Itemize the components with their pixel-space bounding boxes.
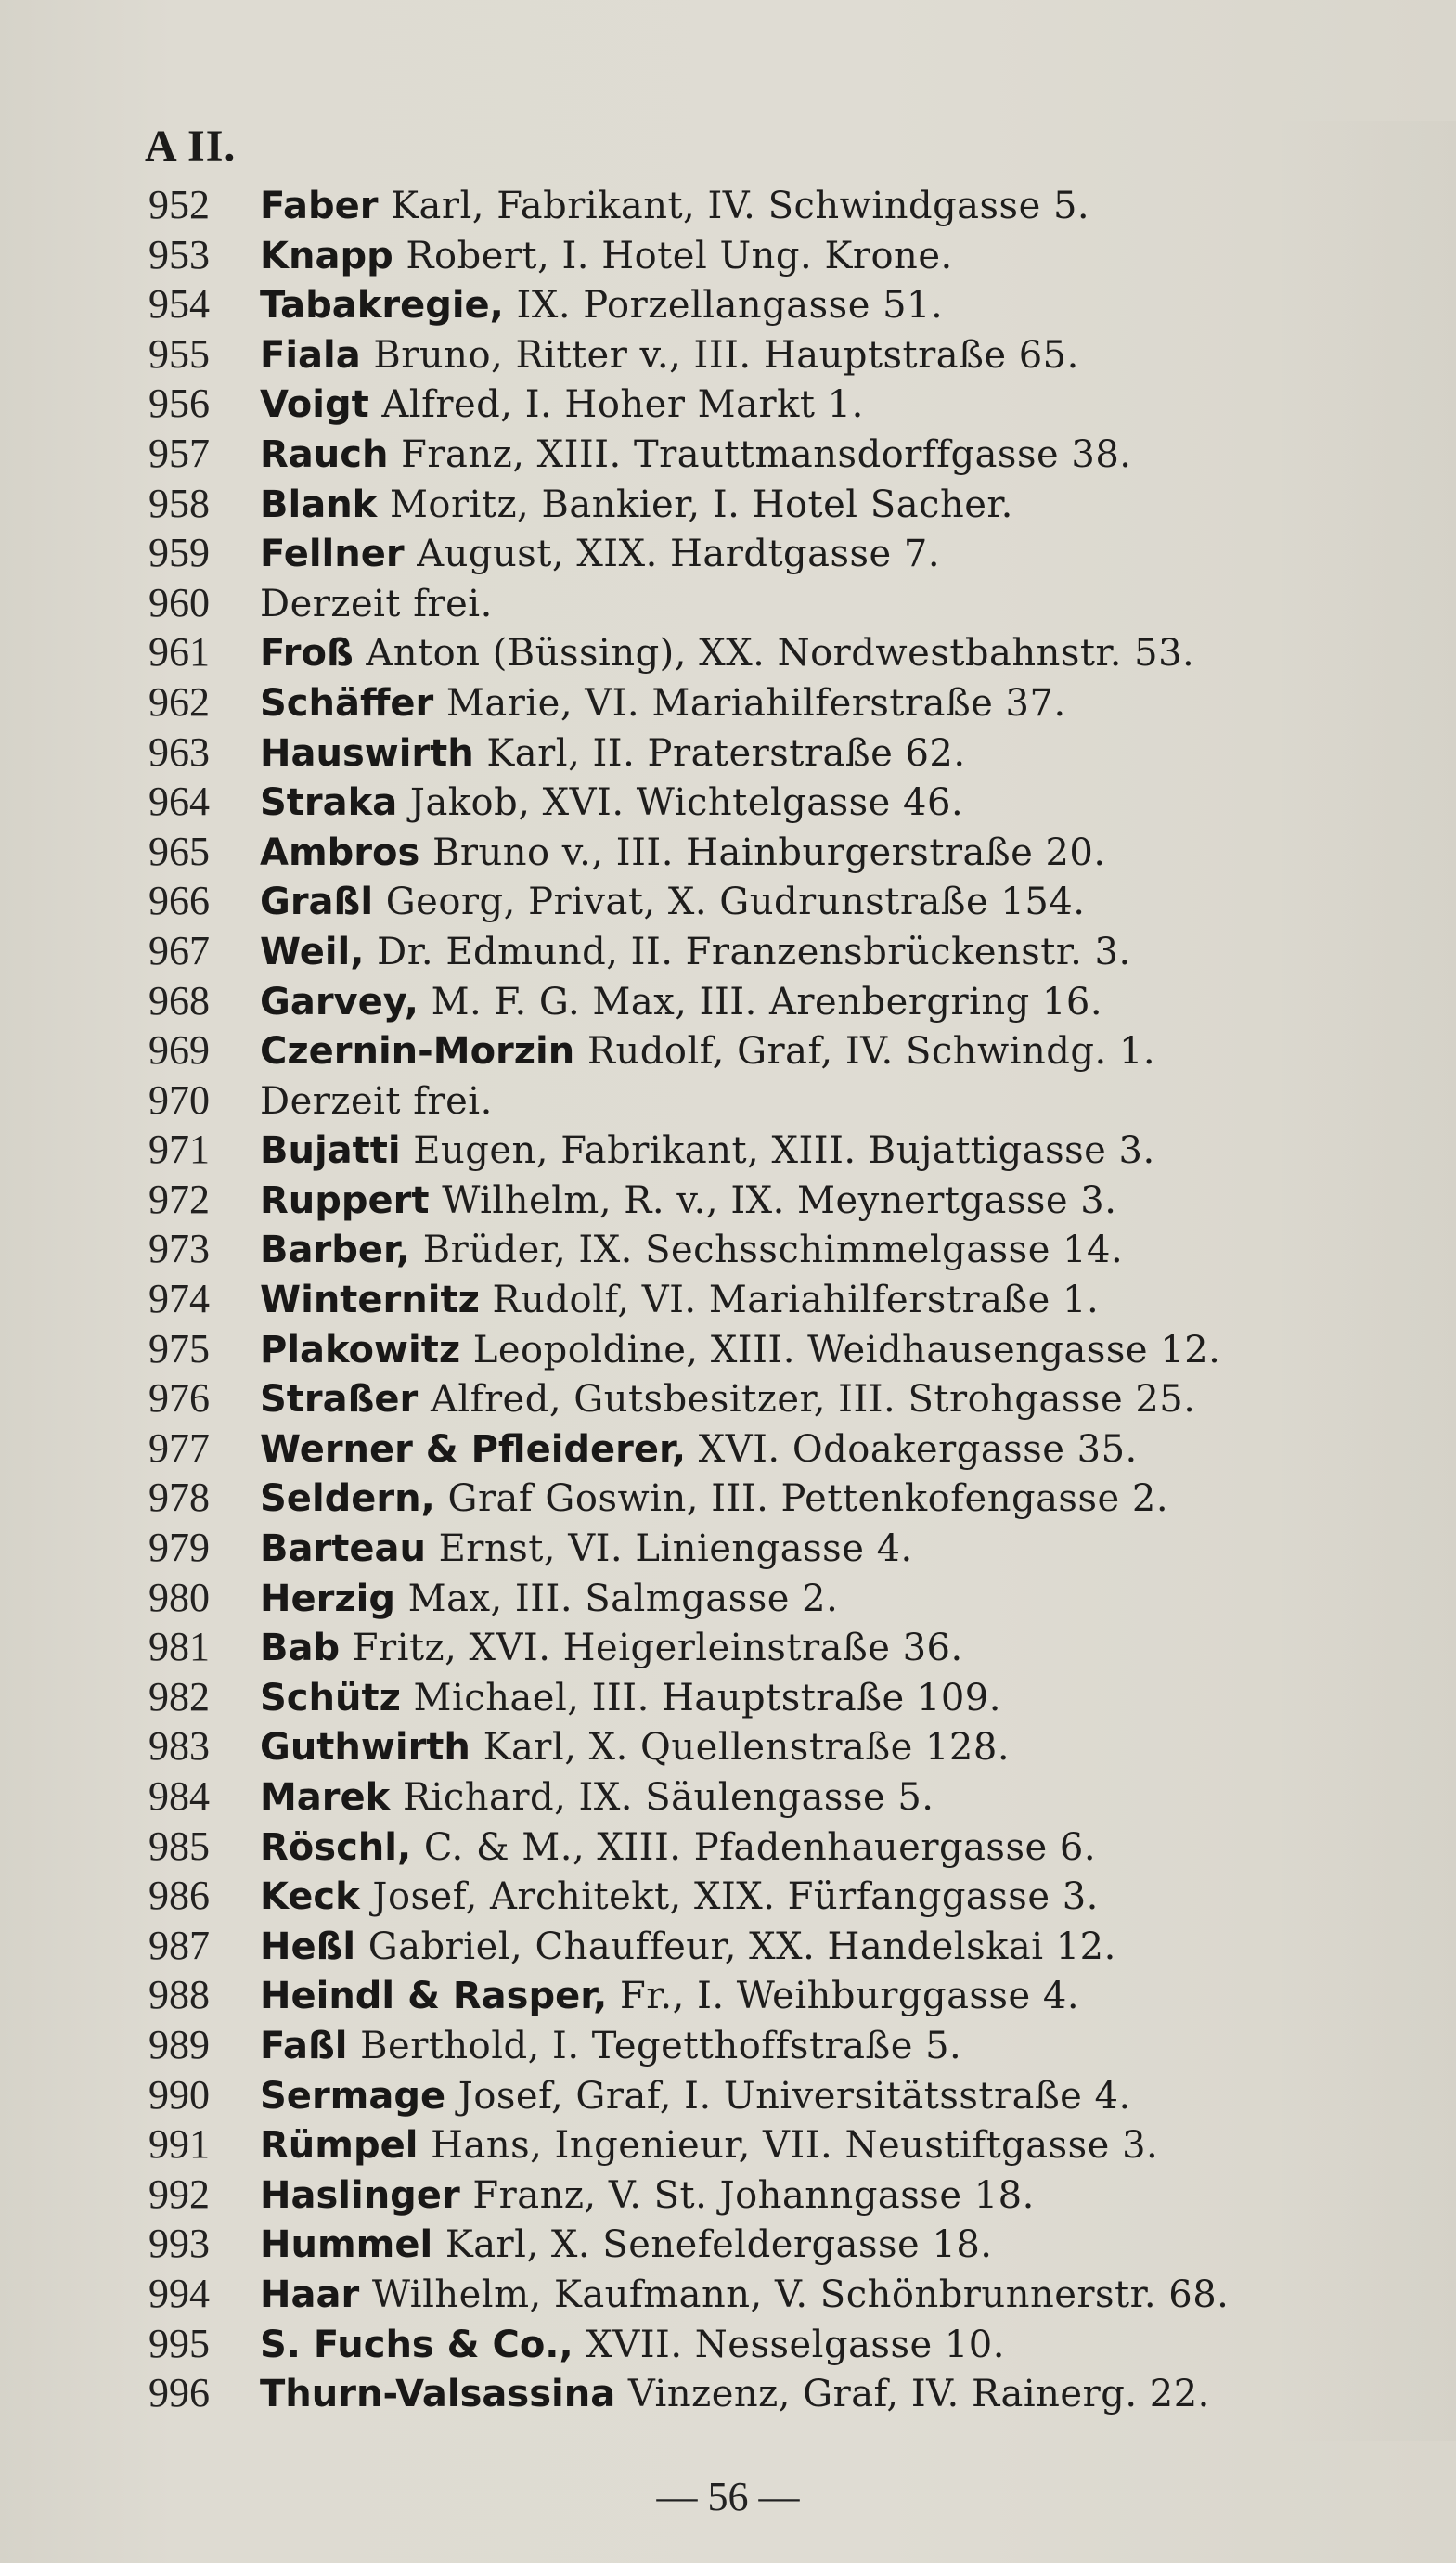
entry-number: 964 [148,779,210,825]
spacer [419,977,432,1027]
entry-name: Weil, [260,930,365,973]
list-item [148,1175,1373,1225]
entry-number: 963 [148,728,210,775]
entry-name: Heindl & Rasper, [260,1975,608,2018]
spacer [378,181,391,231]
spacer [395,1574,408,1624]
list-item [148,2119,1373,2170]
list-item [148,379,1373,429]
entry-number: 955 [148,330,210,377]
list-item [148,528,1373,578]
spacer [355,1922,368,1972]
entry-name: Hummel [260,2223,433,2267]
spacer [361,330,374,380]
entry-name: Bab [260,1627,341,1670]
entry-details: M. F. G. Max, III. Arenbergring 16. [431,980,1103,1024]
spacer [373,877,386,927]
entry-details: XVII. Nesselgasse 10. [586,2323,1005,2366]
entry-details: XVI. Odoakergasse 35. [698,1427,1138,1471]
spacer [418,1374,431,1424]
entry-details: Brüder, IX. Sechsschimmelgasse 14. [422,1229,1124,1272]
entry-number: 967 [148,927,210,973]
entry-number: 977 [148,1424,210,1471]
spacer [393,231,406,281]
entry-number: 970 [148,1076,210,1123]
entry-number: 972 [148,1176,210,1222]
entry-number: 974 [148,1276,210,1322]
spacer [340,1623,353,1673]
entry-name: Voigt [260,383,369,427]
spacer [401,1126,414,1176]
spacer [460,2170,473,2221]
entry-details: Vinzenz, Graf, IV. Rainerg. 22. [627,2373,1210,2416]
entry-name: Guthwirth [260,1726,470,1770]
entry-details: Georg, Privat, X. Gudrunstraße 154. [385,881,1086,924]
entry-name: Fellner [260,533,405,576]
entry-details: Marie, VI. Mariahilferstraße 37. [445,681,1066,725]
entry-details: Michael, III. Hauptstraße 109. [413,1676,1001,1719]
spacer [474,728,487,779]
spacer [405,529,418,579]
list-item [148,1672,1373,1722]
list-item [148,1622,1373,1672]
entry-name: Plakowitz [260,1328,461,1372]
entry-name: Röschl, [260,1825,412,1869]
list-item [148,728,1373,778]
list-item [148,1473,1373,1523]
list-item [148,180,1373,230]
list-item [148,827,1373,877]
entry-details: Eugen, Fabrikant, XIII. Bujattigasse 3. [413,1129,1155,1173]
entry-name: Schütz [260,1676,401,1719]
entry-number: 979 [148,1525,210,1571]
entry-details: Leopoldine, XIII. Weidhausengasse 12. [472,1328,1221,1372]
entry-details: Anton (Büssing), XX. Nordwestbahnstr. 53. [366,632,1195,676]
entry-number: 962 [148,678,210,725]
spacer [433,678,446,728]
entry-details: August, XIX. Hardtgasse 7. [417,533,941,576]
list-item [148,926,1373,976]
entry-name: Graßl [260,881,374,924]
entry-number: 992 [148,2170,210,2217]
entry-name: Faßl [260,2024,348,2067]
list-item [148,1871,1373,1921]
spacer [432,2220,445,2270]
entry-number: 987 [148,1922,210,1968]
spacer [435,1474,448,1524]
list-item [148,2070,1373,2120]
spacer [470,1722,483,1772]
spacer [460,1325,473,1375]
entry-number: 961 [148,629,210,676]
entry-name: Sermage [260,2074,446,2118]
list-item [148,279,1373,329]
list-item [148,429,1373,479]
entry-name: Herzig [260,1577,395,1620]
entry-name: Haar [260,2273,360,2316]
list-item [148,2269,1373,2319]
list-item [148,777,1373,827]
spacer [573,2320,586,2370]
entry-details: Gabriel, Chauffeur, XX. Handelskai 12. [367,1925,1116,1968]
spacer [364,927,377,977]
entry-details: Robert, I. Hotel Ung. Krone. [406,234,953,277]
entry-number: 958 [148,480,210,526]
entry-name: Knapp [260,234,393,277]
list-item [148,876,1373,926]
entry-details: Karl, II. Praterstraße 62. [486,731,966,775]
entry-name: Czernin-Morzin [260,1030,575,1074]
entry-details: Rudolf, Graf, IV. Schwindg. 1. [586,1030,1156,1074]
entry-number: 996 [148,2370,210,2416]
entry-name: Froß [260,632,354,676]
entry-number: 973 [148,1226,210,1272]
list-item [148,329,1373,380]
spacer [354,628,367,678]
entry-details: Hans, Ingenieur, VII. Neustiftgasse 3. [431,2124,1159,2168]
list-item [148,578,1373,628]
entry-details: Max, III. Salmgasse 2. [407,1577,839,1620]
list-item [148,1822,1373,1872]
entry-number: 952 [148,182,210,227]
list-item [148,1970,1373,2020]
spacer [410,1225,423,1275]
spacer [359,2270,372,2320]
list-item [148,976,1373,1026]
entry-name: Haslinger [260,2173,460,2217]
entry-number: 953 [148,231,210,277]
entry-number: 957 [148,430,210,476]
entry-details: Josef, Architekt, XIX. Fürfanggasse 3. [372,1875,1099,1919]
spacer [480,1275,493,1325]
spacer [418,2120,431,2170]
entry-name: Werner & Pfleiderer, [260,1427,687,1471]
spacer [574,1026,587,1076]
list-item [148,1075,1373,1126]
list-item [148,1523,1373,1573]
entry-details: Derzeit frei. [260,1079,493,1123]
entry-name: Schäffer [260,681,434,725]
spacer [369,380,382,430]
list-item [148,1274,1373,1324]
list-item [148,1771,1373,1822]
entry-number: 986 [148,1873,210,1919]
entry-number: 968 [148,977,210,1024]
spacer [607,1971,620,2021]
spacer [430,1176,443,1226]
entry-name: Marek [260,1776,391,1819]
entry-number: 978 [148,1475,210,1521]
entry-number: 976 [148,1375,210,1422]
list-item [148,2020,1373,2070]
entry-number: 975 [148,1325,210,1372]
spacer [504,280,517,330]
entry-details: Jakob, XVI. Wichtelgasse 46. [409,781,964,825]
entry-number: 988 [148,1972,210,2018]
entry-details: Alfred, I. Hoher Markt 1. [381,383,864,427]
entry-details: Wilhelm, Kaufmann, V. Schönbrunnerstr. 68. [371,2273,1230,2316]
spacer [426,1524,439,1574]
spacer [360,1872,373,1922]
spacer [411,1822,424,1873]
entry-name: Fiala [260,333,361,377]
list-item [148,627,1373,677]
entry-details: Bruno, Ritter v., III. Hauptstraße 65. [373,333,1079,377]
entry-number: 959 [148,530,210,576]
entry-name: Bujatti [260,1129,401,1173]
entry-details: Karl, X. Quellenstraße 128. [483,1726,1011,1770]
list-item [148,677,1373,728]
entry-name: Thurn-Valsassina [260,2373,616,2416]
entry-details: Ernst, VI. Liniengasse 4. [438,1527,913,1571]
entry-number: 982 [148,1673,210,1719]
entry-name: Rümpel [260,2124,419,2168]
list-item [148,1721,1373,1771]
entry-details: Fr., I. Weihburggasse 4. [619,1975,1080,2018]
entry-number: 960 [148,579,210,625]
entry-name: Winternitz [260,1279,480,1322]
list-item [148,2368,1373,2418]
entry-details: Richard, IX. Säulengasse 5. [402,1776,934,1819]
entry-name: Straßer [260,1378,419,1422]
list-item [148,2319,1373,2369]
entry-details: Bruno v., III. Hainburgerstraße 20. [432,831,1106,874]
list-item [148,230,1373,280]
list-item [148,2170,1373,2220]
list-item [148,1573,1373,1623]
entry-name: Tabakregie, [260,284,504,328]
entry-details: Derzeit frei. [260,582,493,625]
entry-number: 993 [148,2221,210,2267]
spacer [390,1772,403,1822]
spacer [347,2021,360,2071]
list-item [148,1025,1373,1075]
entry-details: Franz, XIII. Trauttmansdorffgasse 38. [401,432,1132,476]
entry-name: Rauch [260,432,389,476]
entry-details: Berthold, I. Tegetthoffstraße 5. [360,2024,962,2067]
entry-details: Josef, Graf, I. Universitätsstraße 4. [457,2074,1131,2118]
entry-name: Seldern, [260,1477,435,1521]
entry-details: Franz, V. St. Johanngasse 18. [472,2173,1035,2217]
entry-details: C. & M., XIII. Pfadenhauergasse 6. [423,1825,1097,1869]
entry-list [148,180,1373,2418]
list-item [148,1125,1373,1175]
entry-details: Dr. Edmund, II. Franzensbrückenstr. 3. [377,930,1131,973]
entry-number: 990 [148,2071,210,2118]
spacer [419,828,432,878]
spacer [686,1424,699,1475]
entry-number: 956 [148,380,210,427]
list-item [148,1224,1373,1274]
entry-details: Rudolf, VI. Mariahilferstraße 1. [492,1279,1100,1322]
entry-name: Hauswirth [260,731,474,775]
entry-details: Wilhelm, R. v., IX. Meynertgasse 3. [442,1178,1117,1222]
entry-number: 984 [148,1773,210,1819]
entry-number: 980 [148,1574,210,1620]
page-number: — 56 — [656,2474,800,2519]
entry-number: 991 [148,2121,210,2168]
entry-details: Karl, Fabrikant, IV. Schwindgasse 5. [391,185,1090,227]
entry-number: 969 [148,1027,210,1074]
list-item [148,2219,1373,2269]
entry-name: Faber [260,185,379,227]
entry-details: Fritz, XVI. Heigerleinstraße 36. [352,1627,963,1670]
section-header: A II. [145,122,237,171]
entry-number: 971 [148,1127,210,1173]
list-item [148,1373,1373,1423]
entry-number: 966 [148,878,210,924]
entry-name: Ruppert [260,1178,430,1222]
list-item [148,1921,1373,1971]
entry-number: 995 [148,2320,210,2366]
entry-details: IX. Porzellangasse 51. [516,284,944,328]
entry-name: Blank [260,483,378,526]
spacer [377,480,390,530]
list-item [148,479,1373,529]
entry-number: 981 [148,1624,210,1670]
list-item [148,1423,1373,1474]
entry-name: Heßl [260,1925,356,1968]
spacer [445,2071,458,2121]
entry-name: Barber, [260,1229,411,1272]
list-item [148,1324,1373,1374]
entry-number: 983 [148,1723,210,1770]
entry-name: Ambros [260,831,420,874]
entry-number: 994 [148,2270,210,2316]
entry-number: 954 [148,281,210,328]
entry-number: 989 [148,2021,210,2067]
entry-details: Moritz, Bankier, I. Hotel Sacher. [389,483,1013,526]
entry-number: 965 [148,828,210,874]
entry-details: Alfred, Gutsbesitzer, III. Strohgasse 25. [430,1378,1196,1422]
entry-details: Graf Goswin, III. Pettenkofengasse 2. [447,1477,1169,1521]
spacer [401,1673,414,1723]
entry-name: Keck [260,1875,360,1919]
spacer [615,2369,628,2419]
entry-name: Straka [260,781,398,825]
entry-name: Barteau [260,1527,426,1571]
entry-name: S. Fuchs & Co., [260,2323,573,2366]
spacer [388,430,401,480]
spacer [397,778,410,828]
entry-details: Karl, X. Senefeldergasse 18. [445,2223,993,2267]
entry-name: Garvey, [260,980,419,1024]
entry-number: 985 [148,1822,210,1869]
